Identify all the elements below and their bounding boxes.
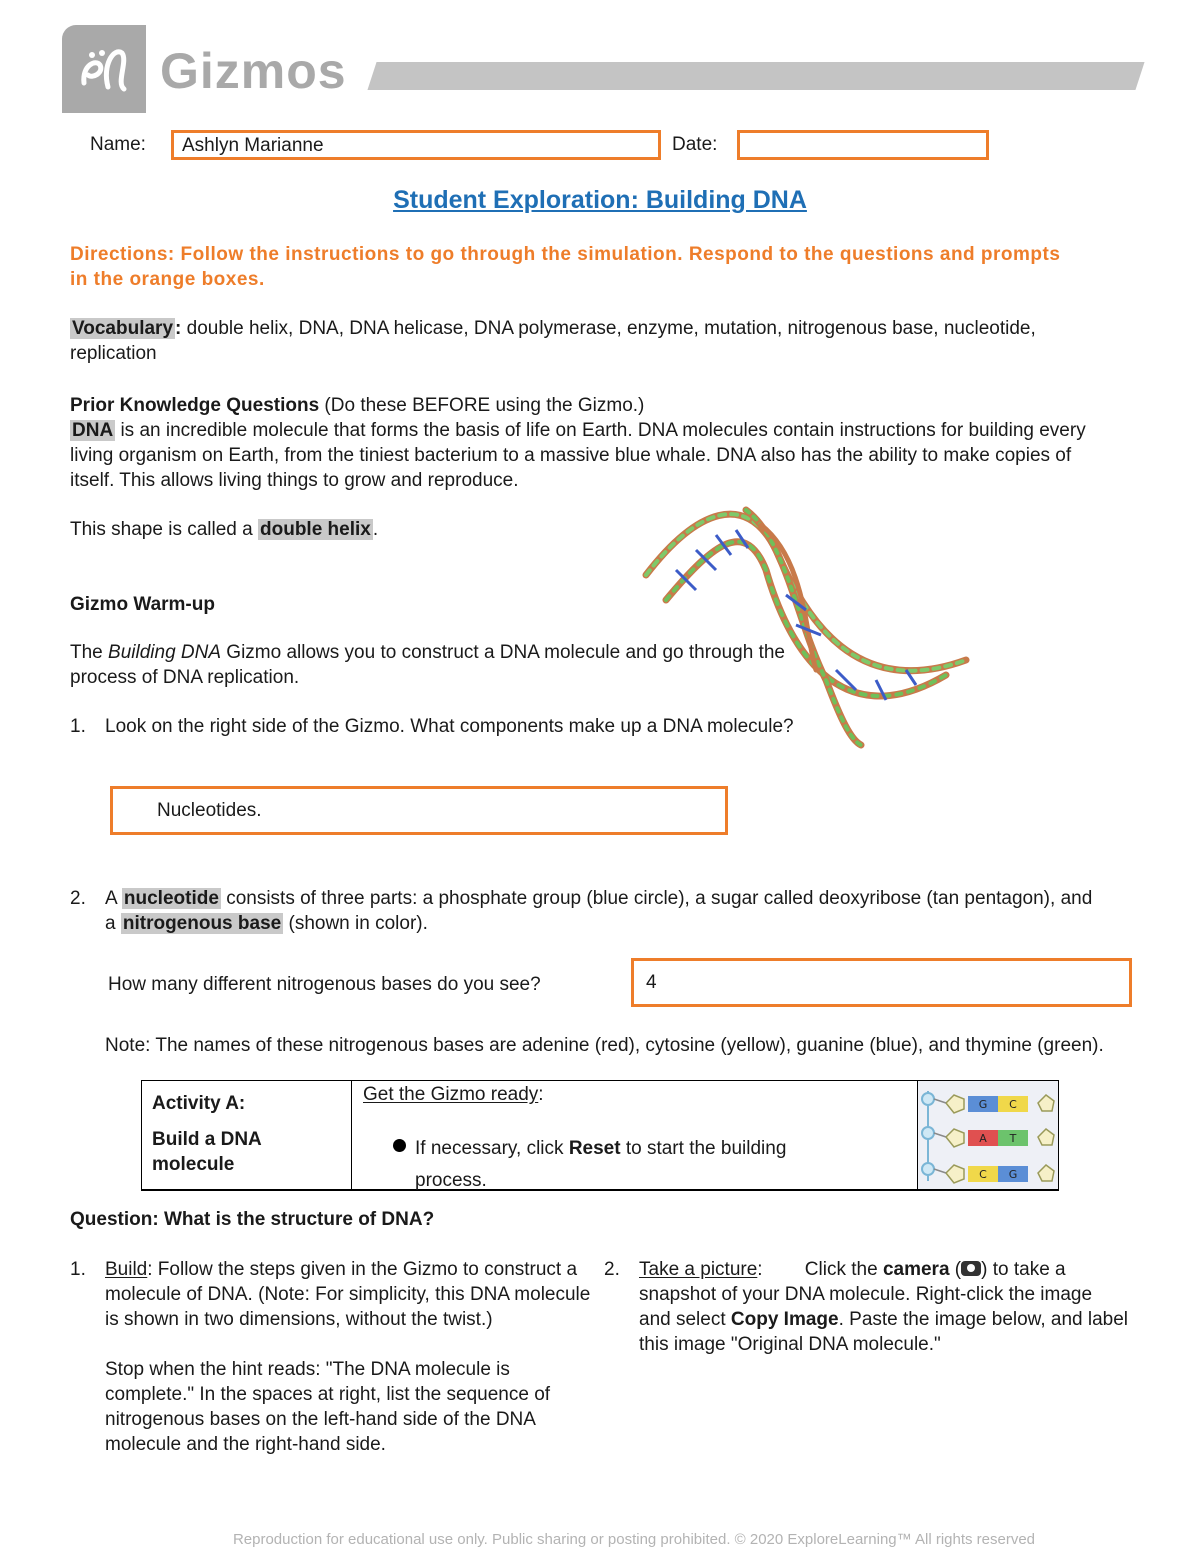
double-helix-term: double helix	[260, 519, 371, 540]
footer: Reproduction for educational use only. Public sharing or posting prohibited. © 2020 ExploreLearning™ All rights reserved	[232, 1531, 1036, 1548]
reset-keyword: Reset	[568, 1138, 621, 1159]
logo-icon	[62, 25, 146, 113]
base-label-c2: C	[979, 1168, 987, 1181]
dna-double-helix-image	[636, 500, 976, 750]
step-1-title: Build	[105, 1259, 148, 1280]
question-1-answer: Nucleotides.	[157, 800, 262, 821]
step-2-title: Take a picture	[639, 1259, 758, 1280]
prior-knowledge-heading: Prior Knowledge Questions	[70, 395, 320, 416]
directions: Directions: Follow the instructions to go through the simulation. Respond to the questions and prompts in the orange boxes.	[70, 244, 1061, 290]
step-2-part-c: ) to take a snapshot of your DNA molecule. Right-click the image and select	[639, 1259, 1093, 1330]
camera-keyword: camera	[882, 1259, 950, 1280]
bullet-dot	[393, 1139, 406, 1152]
nucleotide-term: nucleotide	[123, 888, 219, 909]
question-1-answer-field[interactable]	[110, 786, 728, 835]
vocabulary	[70, 316, 1110, 366]
shape-suffix: .	[372, 519, 379, 540]
base-label-g2: G	[1008, 1168, 1018, 1181]
base-label-a: A	[979, 1132, 987, 1145]
prior-knowledge-heading-line	[70, 393, 1130, 418]
intro-prefix: The	[70, 642, 109, 663]
step-2-text	[639, 1257, 1129, 1357]
activity-cell-left	[141, 1081, 352, 1189]
question-2-answer-field[interactable]	[631, 958, 1132, 1007]
step-1-body-2: Stop when the hint reads: "The DNA molecule is complete." In the spaces at right, list the sequence of nitrogenous bases on the left-hand side of the DNA molecule and the right-hand side.	[105, 1359, 551, 1455]
step-1-text	[105, 1257, 595, 1457]
q2-part-b: consists of three parts: a phosphate group (blue circle), a sugar called deoxyribose (tan pentagon), and a	[105, 888, 1093, 934]
date-field[interactable]	[737, 130, 989, 160]
step-2-part-a: : Click the	[757, 1259, 883, 1280]
step-2-part-b: (	[949, 1259, 962, 1280]
page-title: Student Exploration: Building DNA	[393, 186, 807, 214]
base-label-c1: C	[1009, 1098, 1017, 1111]
nitrogenous-base-term: nitrogenous base	[122, 913, 282, 934]
step-1-number: 1.	[70, 1259, 86, 1280]
base-label-t: T	[1009, 1132, 1017, 1145]
step-1-body: : Follow the steps given in the Gizmo to construct a molecule of DNA. (Note: For simplicity, this DNA molecule is shown in two dimensions, without the twist.)	[105, 1259, 591, 1330]
vocabulary-label: Vocabulary	[72, 318, 174, 339]
shape-line	[70, 517, 378, 542]
gizmo-name: Building DNA	[108, 642, 222, 663]
step-prefix: If necessary, click	[415, 1138, 569, 1159]
activity-name: Build a DNA molecule	[152, 1129, 262, 1175]
question-1-text: Look on the right side of the Gizmo. What components make up a DNA molecule?	[105, 716, 794, 737]
shape-prefix: This shape is called a	[70, 519, 258, 540]
activity-ready-line	[363, 1084, 903, 1106]
question-2-sub: How many different nitrogenous bases do you see?	[108, 974, 541, 995]
activity-cell-middle	[363, 1084, 903, 1191]
header-banner	[367, 62, 1144, 90]
question-heading: Question: What is the structure of DNA?	[70, 1209, 435, 1230]
activity-table	[141, 1080, 1059, 1191]
question-2-answer: 4	[646, 972, 657, 993]
copy-image-keyword: Copy Image	[730, 1309, 839, 1330]
prior-paragraph	[70, 418, 1120, 493]
step-2-number: 2.	[604, 1259, 620, 1280]
bases-note: Note: The names of these nitrogenous bases are adenine (red), cytosine (yellow), guanine (blue), and thymine (green).	[105, 1035, 1104, 1056]
base-label-g1: G	[978, 1098, 988, 1111]
name-field[interactable]	[171, 130, 661, 160]
dna-description: is an incredible molecule that forms the basis of life on Earth. DNA molecules contain instructions for building every living organism on Earth, from the tiniest bacterium to a massive blue whale. DNA also has the ability to make copies of itself. This allows living things to grow and reproduce.	[70, 420, 1086, 491]
warmup-heading: Gizmo Warm-up	[70, 594, 215, 615]
step-2-part-d: . Paste the image below, and label this image "Original DNA molecule."	[639, 1309, 1129, 1355]
name-value: Ashlyn Marianne	[182, 135, 324, 156]
step-suffix: to start the building process.	[415, 1138, 787, 1191]
q2-part-c: (shown in color).	[283, 913, 428, 934]
brand-name: Gizmos	[160, 43, 347, 99]
name-label: Name:	[90, 134, 146, 155]
date-label: Date:	[672, 134, 718, 155]
prior-knowledge-note: (Do these BEFORE using the Gizmo.)	[319, 395, 645, 416]
camera-icon	[961, 1261, 981, 1276]
warmup-intro	[70, 640, 850, 690]
dna-term: DNA	[72, 420, 114, 441]
question-1-number: 1.	[70, 716, 86, 737]
ready-colon: :	[538, 1084, 544, 1105]
vocabulary-colon: :	[175, 318, 182, 339]
dna-strand-thumbnail	[918, 1081, 1058, 1187]
activity-ready: Get the Gizmo ready	[363, 1084, 539, 1105]
activity-label: Activity A:	[152, 1093, 246, 1114]
activity-cell-right	[917, 1081, 1059, 1189]
activity-step	[415, 1133, 855, 1197]
question-2-number: 2.	[70, 888, 86, 909]
vocabulary-list: double helix, DNA, DNA helicase, DNA polymerase, enzyme, mutation, nitrogenous base, nucleotide, replication	[70, 318, 1036, 364]
q2-part-a: A	[105, 888, 122, 909]
question-2-text	[105, 886, 1105, 936]
intro-suffix: Gizmo allows you to construct a DNA molecule and go through the process of DNA replication.	[70, 642, 785, 688]
